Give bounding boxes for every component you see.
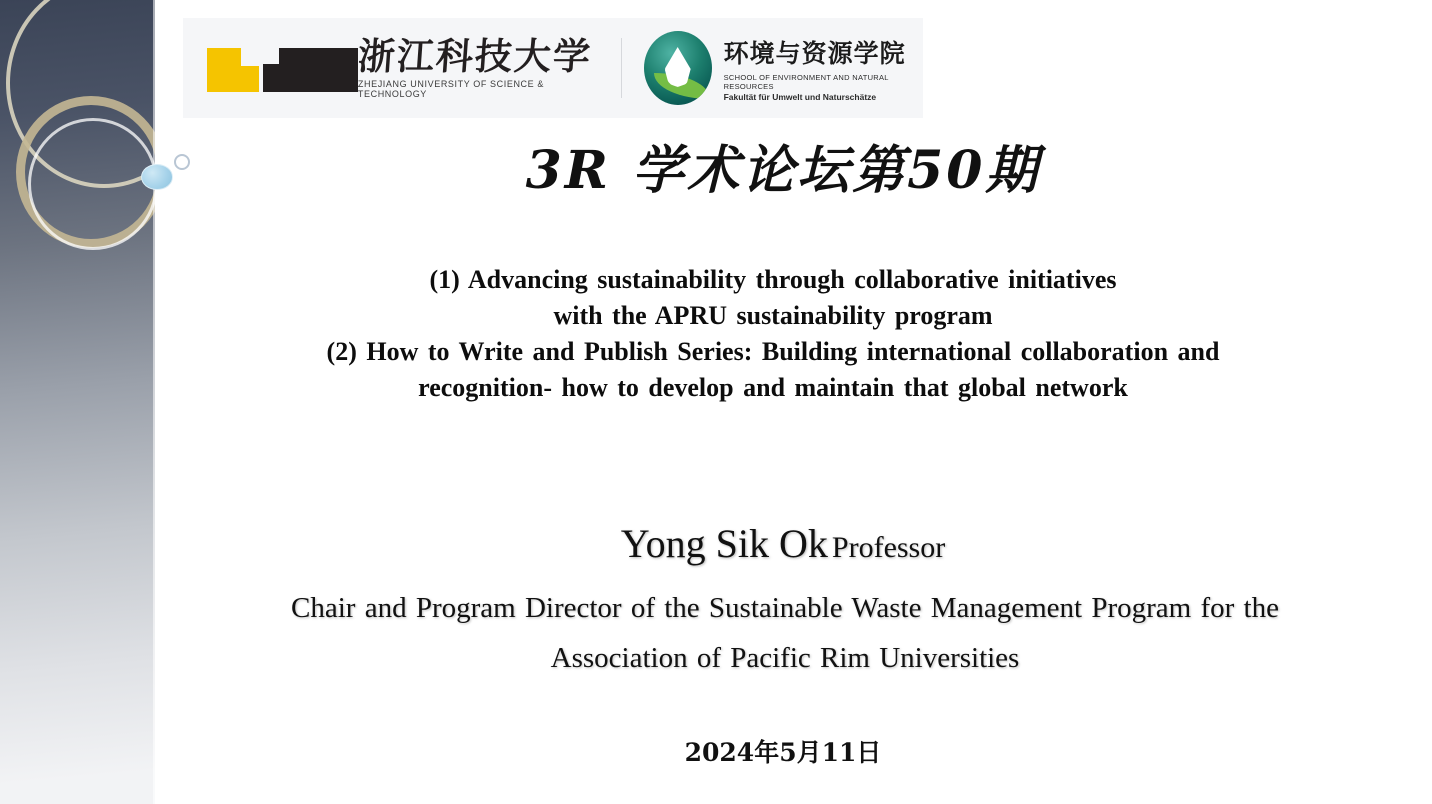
logo-black-notch — [263, 48, 279, 64]
speaker-affiliation — [160, 584, 1410, 684]
university-logo — [201, 34, 595, 99]
decorative-left-band — [0, 0, 155, 804]
logo-yellow-notch — [241, 48, 259, 66]
topic-line: with the APRU sustainability program — [553, 300, 993, 330]
university-name-en: ZHEJIANG UNIVERSITY OF SCIENCE & TECHNOLOGY — [357, 78, 544, 99]
forum-title: 3R 学术论坛第50期 — [525, 140, 1041, 201]
school-logo — [644, 31, 923, 105]
leaf-shape — [654, 73, 710, 99]
university-logo-text — [356, 34, 595, 99]
speaker-block — [183, 520, 1383, 567]
school-name-cn: 环境与资源学院 — [723, 39, 906, 68]
band-edge-line — [153, 0, 155, 804]
university-logo-icon — [201, 42, 348, 94]
affiliation-line: Chair and Program Director of the Sustainable Waste Management Program for the — [291, 592, 1279, 624]
affiliation-line: Association of Pacific Rim Universities — [550, 641, 1020, 674]
water-drop-leaf-icon — [644, 31, 712, 105]
event-date: 2024年5月11日 — [684, 738, 882, 767]
decorative-bubble-large — [141, 164, 173, 190]
topic-list — [183, 262, 1363, 406]
topic-line: (2) How to Write and Publish Series: Building international collaboration and — [326, 336, 1220, 366]
header-logo-strip — [183, 18, 923, 118]
logo-divider — [621, 38, 622, 98]
school-logo-text — [724, 34, 923, 102]
speaker-name: Yong Sik Ok — [620, 521, 828, 566]
topic-line: recognition- how to develop and maintain that global network — [418, 372, 1128, 402]
speaker-title: Professor — [831, 531, 946, 564]
topic-line: (1) Advancing sustainability through collaborative initiatives — [429, 265, 1117, 294]
university-name-cn: 浙江科技大学 — [356, 34, 594, 79]
school-name-en-line2: Fakultät für Umwelt und Naturschätze — [723, 92, 877, 102]
decorative-ring-inner — [28, 118, 155, 250]
school-name-en-line1: SCHOOL OF ENVIRONMENT AND NATURAL RESOURCES — [723, 73, 889, 91]
